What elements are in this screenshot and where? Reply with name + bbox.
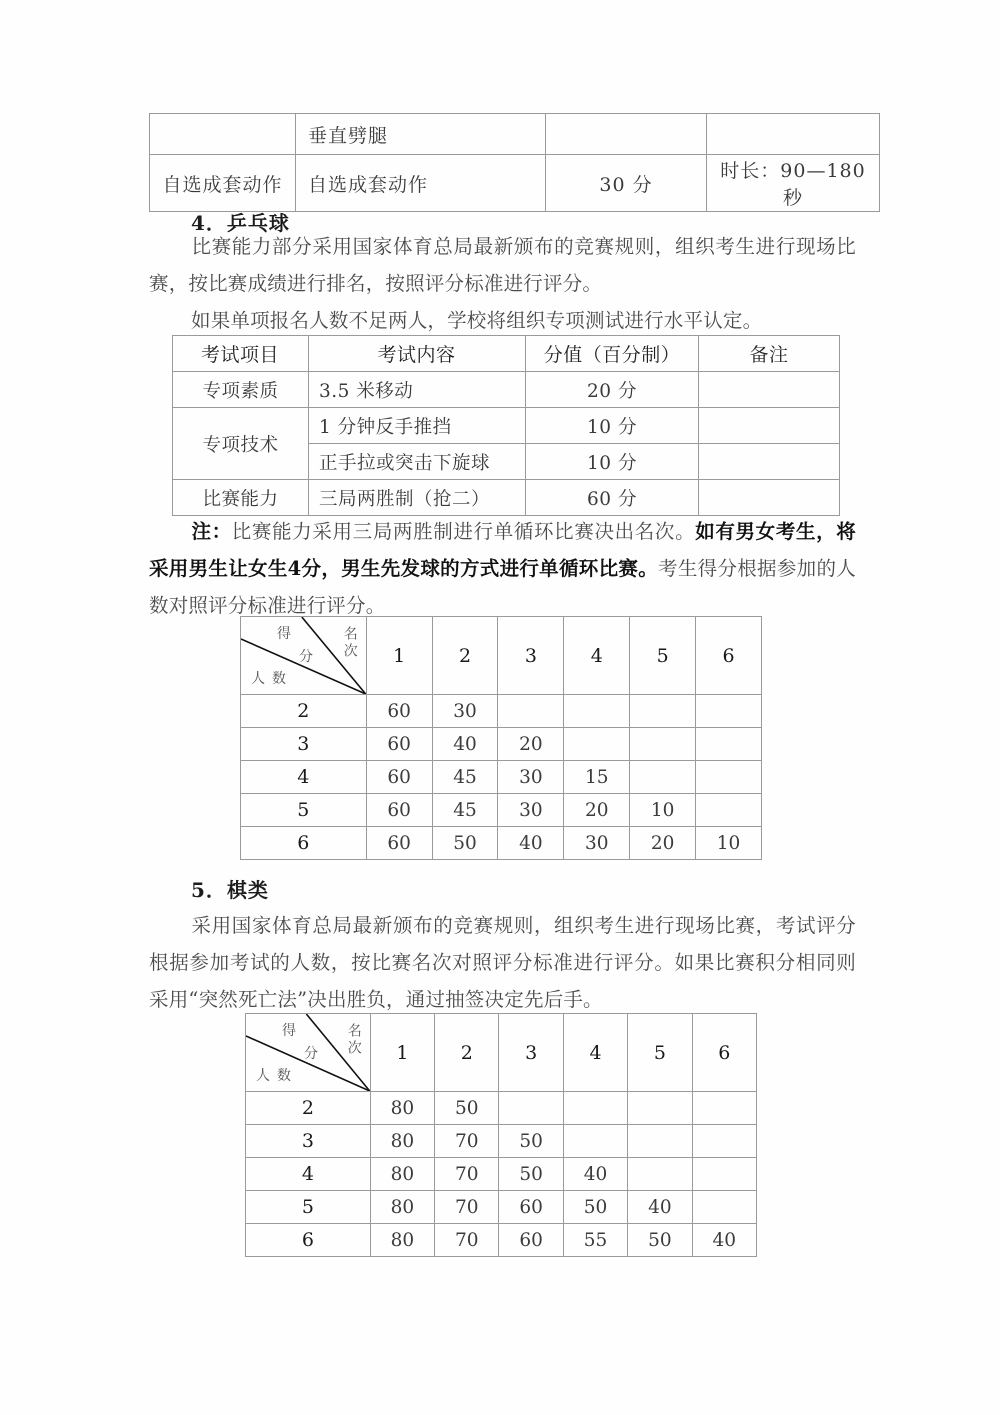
table-row	[173, 372, 840, 408]
score-cell: 50	[499, 1125, 563, 1158]
score-cell: 80	[370, 1092, 434, 1125]
routine-score	[546, 114, 707, 155]
corner-label-people: 人数	[251, 671, 293, 688]
routine-remark: 时长：90—180 秒	[707, 155, 880, 212]
score-cell	[628, 1092, 692, 1125]
score-cell: 50	[563, 1191, 627, 1224]
people-count: 6	[241, 827, 367, 860]
exam-remark	[699, 480, 840, 516]
score-matrix-table-pingpong	[240, 616, 762, 860]
section-heading-chess: 5．棋类	[191, 878, 269, 902]
score-cell	[628, 1158, 692, 1191]
exam-score: 10 分	[526, 444, 699, 480]
people-count: 4	[246, 1158, 371, 1191]
exam-header-remark: 备注	[699, 336, 840, 372]
note-text-part1: 比赛能力采用三局两胜制进行单循环比赛决出名次。	[231, 520, 696, 543]
section-heading-pingpong: 4．乒乓球	[191, 211, 290, 235]
table-row	[246, 1191, 757, 1224]
score-cell	[696, 794, 762, 827]
pingpong-paragraph-2	[149, 302, 856, 339]
corner-label-rank: 名次	[345, 1023, 362, 1057]
table-row	[241, 827, 762, 860]
table-row	[246, 1224, 757, 1257]
score-cell	[630, 728, 696, 761]
rank-header: 6	[692, 1014, 756, 1092]
note-label: 注：	[191, 520, 232, 543]
table-row	[150, 114, 880, 155]
rank-header: 4	[563, 1014, 627, 1092]
routine-item	[150, 114, 296, 155]
score-cell: 60	[366, 728, 432, 761]
exam-item: 比赛能力	[173, 480, 309, 516]
score-cell: 40	[498, 827, 564, 860]
score-matrix-table-chess	[245, 1013, 757, 1257]
score-cell	[696, 728, 762, 761]
exam-content: 三局两胜制（抢二）	[309, 480, 526, 516]
exam-header-content: 考试内容	[309, 336, 526, 372]
exam-remark	[699, 408, 840, 444]
table-row	[241, 728, 762, 761]
exam-content: 正手拉或突击下旋球	[309, 444, 526, 480]
score-cell: 60	[366, 794, 432, 827]
diagonal-header-cell	[241, 617, 367, 695]
routine-score: 30 分	[546, 155, 707, 212]
table-row	[241, 761, 762, 794]
table-row	[173, 408, 840, 444]
exam-item: 专项素质	[173, 372, 309, 408]
score-cell: 60	[366, 827, 432, 860]
people-count: 6	[246, 1224, 371, 1257]
score-cell: 60	[499, 1191, 563, 1224]
score-cell: 80	[370, 1191, 434, 1224]
score-cell: 70	[435, 1125, 499, 1158]
routine-content: 垂直劈腿	[296, 114, 546, 155]
score-cell: 40	[432, 728, 498, 761]
rank-header: 6	[696, 617, 762, 695]
rank-header: 1	[366, 617, 432, 695]
table-row	[173, 480, 840, 516]
corner-label-score-2: 分	[304, 1046, 320, 1062]
score-cell: 70	[435, 1224, 499, 1257]
rank-header: 3	[499, 1014, 563, 1092]
pingpong-paragraph-1	[149, 228, 856, 302]
corner-label-score-1: 得	[282, 1023, 322, 1039]
table-row	[246, 1125, 757, 1158]
chess-paragraph-1	[149, 907, 856, 1018]
score-cell	[696, 761, 762, 794]
score-cell: 70	[435, 1158, 499, 1191]
people-count: 2	[246, 1092, 371, 1125]
score-cell	[692, 1125, 756, 1158]
corner-label-people: 人数	[256, 1068, 298, 1085]
chess-paragraph-1-text: 采用国家体育总局最新颁布的竞赛规则，组织考生进行现场比赛，考试评分根据参加考试的人数，按比赛名次对照评分标准进行评分。如果比赛积分相同则采用“突然死亡法”决出胜负，通过抽签决定先后手。	[149, 914, 856, 1011]
rank-header: 5	[630, 617, 696, 695]
score-cell	[498, 695, 564, 728]
table-row	[150, 155, 880, 212]
table-row	[241, 794, 762, 827]
exam-items-table	[172, 335, 840, 516]
rank-header: 2	[432, 617, 498, 695]
score-cell: 80	[370, 1224, 434, 1257]
score-cell	[696, 695, 762, 728]
table-row	[241, 695, 762, 728]
score-cell	[563, 1125, 627, 1158]
score-cell	[692, 1092, 756, 1125]
people-count: 3	[246, 1125, 371, 1158]
score-cell: 50	[435, 1092, 499, 1125]
score-cell	[692, 1191, 756, 1224]
score-cell: 20	[630, 827, 696, 860]
corner-label-score-1: 得	[277, 626, 317, 642]
score-cell: 60	[366, 695, 432, 728]
routine-table	[149, 113, 880, 212]
score-cell: 60	[499, 1224, 563, 1257]
score-cell: 10	[630, 794, 696, 827]
score-cell: 20	[498, 728, 564, 761]
score-cell	[630, 761, 696, 794]
pingpong-paragraph-2-text: 如果单项报名人数不足两人，学校将组织专项测试进行水平认定。	[191, 309, 763, 332]
exam-remark	[699, 444, 840, 480]
rank-header: 5	[628, 1014, 692, 1092]
exam-score: 60 分	[526, 480, 699, 516]
people-count: 5	[246, 1191, 371, 1224]
note-text-bold: 如有男女考生，将采用男生让女生4分，男生先发球的方式进行单循环比赛。	[149, 520, 856, 580]
score-cell: 50	[432, 827, 498, 860]
note-text-part2: 考生得分根据参加的人数对照评分标准进行评分。	[149, 557, 856, 617]
score-cell: 30	[564, 827, 630, 860]
score-cell: 50	[628, 1224, 692, 1257]
score-cell	[692, 1158, 756, 1191]
score-cell	[563, 1092, 627, 1125]
table-header-row	[246, 1014, 757, 1092]
routine-remark	[707, 114, 880, 155]
score-cell: 20	[564, 794, 630, 827]
exam-header-item: 考试项目	[173, 336, 309, 372]
score-cell: 50	[499, 1158, 563, 1191]
exam-content: 1 分钟反手推挡	[309, 408, 526, 444]
table-row	[246, 1092, 757, 1125]
score-cell	[628, 1125, 692, 1158]
table-row	[246, 1158, 757, 1191]
score-cell: 80	[370, 1158, 434, 1191]
table-header-row	[173, 336, 840, 372]
score-cell: 45	[432, 761, 498, 794]
exam-content: 3.5 米移动	[309, 372, 526, 408]
people-count: 3	[241, 728, 367, 761]
score-cell: 30	[498, 761, 564, 794]
exam-header-score: 分值（百分制）	[526, 336, 699, 372]
pingpong-note-paragraph	[149, 513, 856, 624]
score-cell	[630, 695, 696, 728]
score-cell: 40	[563, 1158, 627, 1191]
score-cell: 55	[563, 1224, 627, 1257]
score-cell: 30	[432, 695, 498, 728]
score-cell	[499, 1092, 563, 1125]
exam-score: 20 分	[526, 372, 699, 408]
rank-header: 4	[564, 617, 630, 695]
table-header-row	[241, 617, 762, 695]
corner-label-rank: 名次	[341, 626, 358, 660]
exam-item: 专项技术	[173, 408, 309, 480]
score-cell: 40	[628, 1191, 692, 1224]
score-cell	[564, 728, 630, 761]
exam-score: 10 分	[526, 408, 699, 444]
score-cell: 45	[432, 794, 498, 827]
corner-label-score-2: 分	[299, 649, 315, 665]
score-cell: 15	[564, 761, 630, 794]
rank-header: 1	[370, 1014, 434, 1092]
score-cell: 30	[498, 794, 564, 827]
pingpong-paragraph-1-text: 比赛能力部分采用国家体育总局最新颁布的竞赛规则，组织考生进行现场比赛，按比赛成绩进行排名，按照评分标准进行评分。	[149, 235, 856, 295]
people-count: 4	[241, 761, 367, 794]
exam-remark	[699, 372, 840, 408]
score-cell: 60	[366, 761, 432, 794]
people-count: 2	[241, 695, 367, 728]
diagonal-header-cell	[246, 1014, 371, 1092]
score-cell: 10	[696, 827, 762, 860]
rank-header: 3	[498, 617, 564, 695]
score-cell: 80	[370, 1125, 434, 1158]
routine-content: 自选成套动作	[296, 155, 546, 212]
rank-header: 2	[435, 1014, 499, 1092]
score-cell	[564, 695, 630, 728]
people-count: 5	[241, 794, 367, 827]
routine-item: 自选成套动作	[150, 155, 296, 212]
score-cell: 40	[692, 1224, 756, 1257]
score-cell: 70	[435, 1191, 499, 1224]
